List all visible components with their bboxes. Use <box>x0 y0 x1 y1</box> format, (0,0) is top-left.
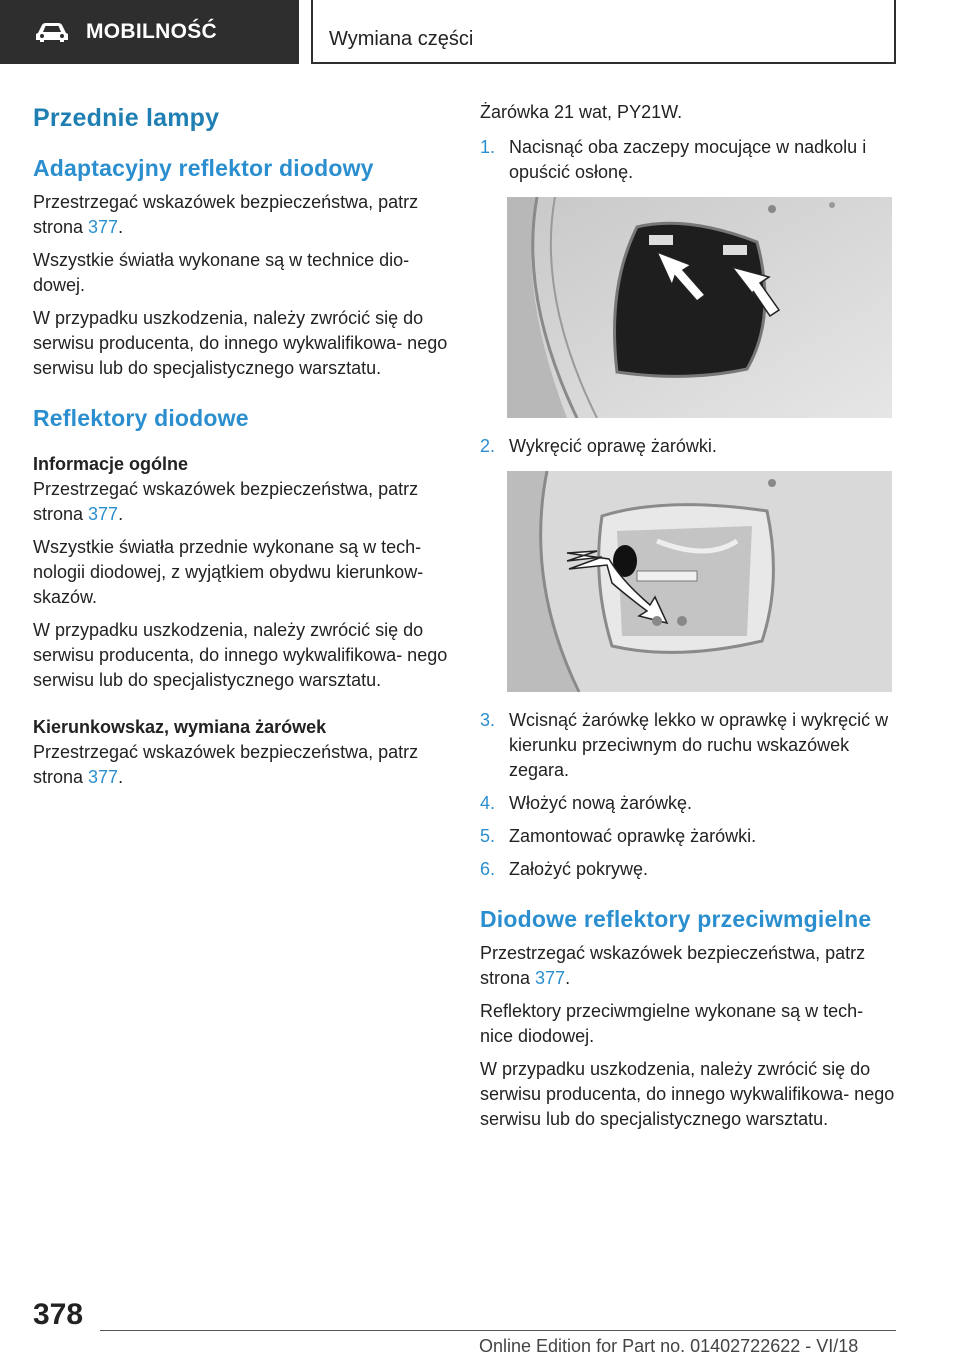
page-link[interactable]: 377 <box>88 504 119 524</box>
figure-bulb-holder <box>507 471 892 692</box>
paragraph: W przypadku uszkodzenia, należy zwrócić się do serwisu producenta, do innego wykwalifikowa- nego serwisu lub do specjalistycznego warsztatu. <box>480 1059 895 1129</box>
text: . <box>118 504 124 524</box>
step-number: 5. <box>480 826 496 846</box>
footer-divider <box>100 1330 896 1331</box>
page-link[interactable]: 377 <box>88 767 119 787</box>
right-column <box>480 100 895 1140</box>
step-item <box>480 135 895 185</box>
paragraph <box>33 740 448 790</box>
section-title: MOBILNOŚĆ <box>86 20 218 43</box>
page-link[interactable]: 377 <box>88 217 119 237</box>
section-tab <box>0 0 299 64</box>
figure-wheel-arch-cover <box>507 197 892 418</box>
step-text: Nacisnąć oba zaczepy mocujące w nadkolu i opuścić osłonę. <box>509 137 867 182</box>
chapter-title: Wymiana części <box>329 28 474 50</box>
page-number: 378 <box>33 1298 84 1331</box>
step-item <box>480 857 895 882</box>
paragraph: Wszystkie światła wykonane są w technice dio- dowej. <box>33 250 410 295</box>
paragraph: W przypadku uszkodzenia, należy zwrócić się do serwisu producenta, do innego wykwalifikowa- nego serwisu lub do specjalistycznego warsztatu. <box>33 308 448 378</box>
text: . <box>118 217 124 237</box>
text: . <box>118 767 124 787</box>
paragraph <box>33 477 448 527</box>
step-number: 4. <box>480 793 496 813</box>
chapter-header <box>311 0 896 64</box>
step-text: Założyć pokrywę. <box>509 859 649 879</box>
step-number: 2. <box>480 436 496 456</box>
text: . <box>565 968 571 988</box>
text: Przestrzegać wskazówek bezpieczeństwa, patrz strona <box>33 192 419 237</box>
paragraph <box>480 941 895 991</box>
heading-adaptive-led: Adaptacyjny reflektor diodowy <box>33 155 374 181</box>
step-item <box>480 824 895 849</box>
step-text: Wcisnąć żarówkę lekko w oprawkę i wykręcić w kierunku przeciwnym do ruchu wskazówek zegara. <box>509 710 889 780</box>
edition-note: Online Edition for Part no. 01402722622 - VI/18 <box>479 1336 859 1356</box>
paragraph: W przypadku uszkodzenia, należy zwrócić się do serwisu producenta, do innego wykwalifikowa- nego serwisu lub do specjalistycznego warsztatu. <box>33 620 448 690</box>
paragraph: Reflektory przeciwmgielne wykonane są w tech- nice diodowej. <box>480 1001 864 1046</box>
paragraph: Wszystkie światła przednie wykonane są w tech- nologii diodowej, z wyjątkiem obydwu kierunkow- skazów. <box>33 537 424 607</box>
steps-list <box>480 135 895 185</box>
car-icon <box>34 21 70 43</box>
text: Przestrzegać wskazówek bezpieczeństwa, patrz strona <box>480 943 866 988</box>
steps-list <box>480 708 895 882</box>
step-text: Zamontować oprawkę żarówki. <box>509 826 757 846</box>
step-text: Włożyć nową żarówkę. <box>509 793 693 813</box>
step-item <box>480 434 895 459</box>
page-title: Przednie lampy <box>33 104 220 132</box>
text: Przestrzegać wskazówek bezpieczeństwa, patrz strona <box>33 742 419 787</box>
steps-list <box>480 434 895 459</box>
paragraph <box>33 190 448 240</box>
left-column <box>33 100 448 798</box>
subheading-turn-signal: Kierunkowskaz, wymiana żarówek <box>33 717 327 737</box>
step-item <box>480 791 895 816</box>
bulb-spec: Żarówka 21 wat, PY21W. <box>480 102 683 122</box>
heading-fog-lights: Diodowe reflektory przeciwmgielne <box>480 906 872 932</box>
page-link[interactable]: 377 <box>535 968 566 988</box>
step-text: Wykręcić oprawę żarówki. <box>509 436 717 456</box>
heading-led-headlights: Reflektory diodowe <box>33 405 249 431</box>
step-number: 3. <box>480 710 496 730</box>
step-number: 6. <box>480 859 496 879</box>
text: Przestrzegać wskazówek bezpieczeństwa, patrz strona <box>33 479 419 524</box>
step-item <box>480 708 895 783</box>
subheading-general: Informacje ogólne <box>33 454 189 474</box>
step-number: 1. <box>480 137 496 157</box>
